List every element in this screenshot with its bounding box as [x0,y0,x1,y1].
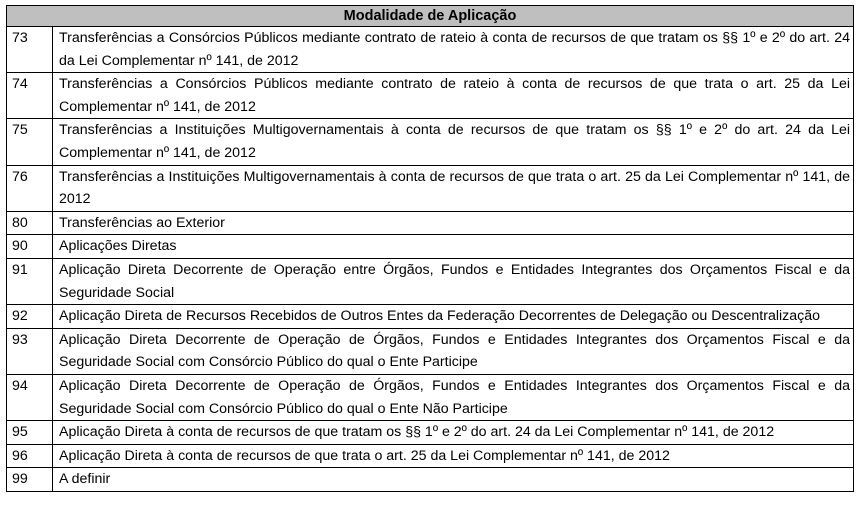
row-description: Transferências a Consórcios Públicos mediante contrato de rateio à conta de recursos de que trata o art. 25 da Lei Complementar nº 141, de 2012 [53,73,854,119]
row-code: 94 [7,374,53,420]
row-description: Aplicações Diretas [53,235,854,259]
row-code: 96 [7,444,53,468]
row-description: Aplicação Direta Decorrente de Operação entre Órgãos, Fundos e Entidades Integrantes dos Orçamentos Fiscal e da Seguridade Social [53,258,854,304]
table-row [7,258,854,304]
row-description: Aplicação Direta Decorrente de Operação de Órgãos, Fundos e Entidades Integrantes dos Orçamentos Fiscal e da Seguridade Social com Consórcio Público do qual o Ente Não Participe [53,374,854,420]
row-description: Aplicação Direta à conta de recursos de que tratam os §§ 1º e 2º do art. 24 da Lei Complementar nº 141, de 2012 [53,421,854,445]
table-row [7,374,854,420]
row-description: Transferências a Instituições Multigovernamentais à conta de recursos de que trata o art. 25 da Lei Complementar nº 141, de 2012 [53,165,854,211]
table-row [7,211,854,235]
row-code: 99 [7,468,53,492]
table-row [7,27,854,73]
row-code: 91 [7,258,53,304]
row-code: 90 [7,235,53,259]
row-description: Aplicação Direta Decorrente de Operação de Órgãos, Fundos e Entidades Integrantes dos Orçamentos Fiscal e da Seguridade Social com Consórcio Público do qual o Ente Participe [53,328,854,374]
table-row [7,328,854,374]
table-row [7,165,854,211]
row-code: 92 [7,305,53,329]
table-row [7,305,854,329]
table-header-row [7,6,854,27]
row-description: Transferências a Consórcios Públicos mediante contrato de rateio à conta de recursos de que tratam os §§ 1º e 2º do art. 24 da Lei Complementar nº 141, de 2012 [53,27,854,73]
row-code: 93 [7,328,53,374]
row-description: Transferências ao Exterior [53,211,854,235]
row-description: Aplicação Direta à conta de recursos de que trata o art. 25 da Lei Complementar nº 141, de 2012 [53,444,854,468]
row-description: A definir [53,468,854,492]
table-header: Modalidade de Aplicação [7,6,854,27]
row-description: Transferências a Instituições Multigovernamentais à conta de recursos de que tratam os §§ 1º e 2º do art. 24 da Lei Complementar nº 141, de 2012 [53,119,854,165]
table-row [7,235,854,259]
row-code: 75 [7,119,53,165]
table-body [7,27,854,492]
table-row [7,468,854,492]
row-description: Aplicação Direta de Recursos Recebidos de Outros Entes da Federação Decorrentes de Delegação ou Descentralização [53,305,854,329]
row-code: 73 [7,27,53,73]
row-code: 74 [7,73,53,119]
row-code: 80 [7,211,53,235]
table-row [7,73,854,119]
table-row [7,421,854,445]
row-code: 95 [7,421,53,445]
table-row [7,119,854,165]
table-row [7,444,854,468]
row-code: 76 [7,165,53,211]
modalidade-table-container [6,5,853,492]
modalidade-table [6,5,854,492]
